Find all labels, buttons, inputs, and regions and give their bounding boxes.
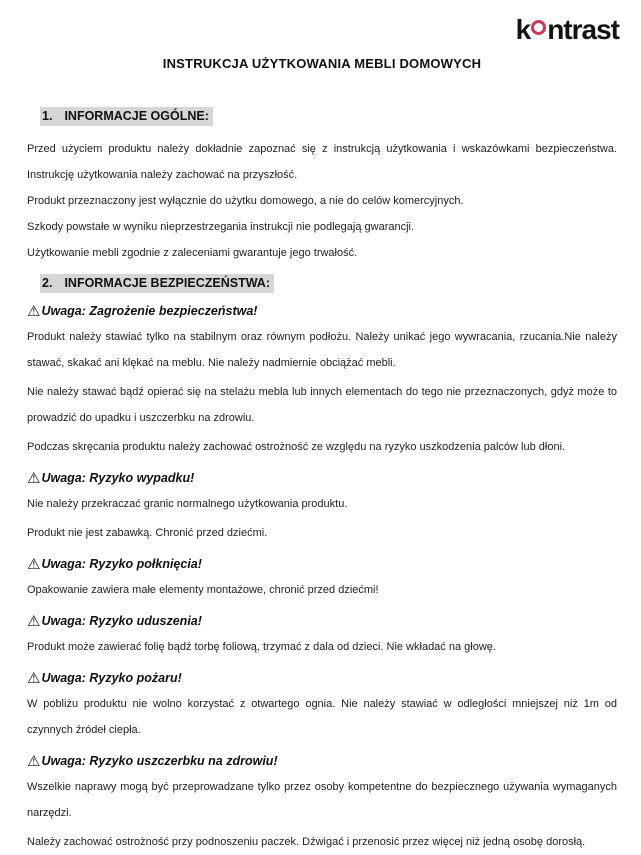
warning-heading-swallowing-risk <box>27 556 617 573</box>
warning-triangle-icon: ⚠ <box>27 613 41 630</box>
warning-triangle-icon: ⚠ <box>27 470 41 487</box>
warning-heading-accident-risk <box>27 470 617 487</box>
paragraph: Wszelkie naprawy mogą być przeprowadzane tylko przez osoby kompetentne do bezpiecznego używania wymaganych narzędzi. <box>27 781 617 819</box>
warning-body <box>27 691 617 743</box>
warning-body <box>27 774 617 855</box>
warning-body <box>27 634 617 660</box>
logo-text-prefix: k <box>515 14 531 45</box>
warning-title: Uwaga: Ryzyko wypadku! <box>41 471 195 485</box>
warning-triangle-icon: ⚠ <box>27 670 41 687</box>
warning-heading-health-injury-risk <box>27 753 617 770</box>
paragraph: Nie należy stawać bądź opierać się na stelażu mebla lub innych elementach do tego nie przeznaczonych, gdyż może to prowadzić do upadku i uszczerbku na zdrowiu. <box>27 386 617 424</box>
paragraph: Produkt nie jest zabawką. Chronić przed dziećmi. <box>27 527 268 539</box>
warning-heading-suffocation-risk <box>27 613 617 630</box>
warning-title: Uwaga: Ryzyko uduszenia! <box>41 614 202 628</box>
section-label: INFORMACJE BEZPIECZEŃSTWA: <box>64 276 270 290</box>
document-title: INSTRUKCJA UŻYTKOWANIA MEBLI DOMOWYCH <box>162 56 482 71</box>
warning-triangle-icon: ⚠ <box>27 303 41 320</box>
paragraph: Produkt należy stawiać tylko na stabilnym oraz równym podłożu. Należy unikać jego wywracania, rzucania.Nie należy stawać, skakać ani klękać na meblu. Nie należy nadmiernie obciążać mebli. <box>27 331 617 369</box>
section-2-heading <box>40 274 617 293</box>
section-number: 1. <box>42 109 53 123</box>
paragraph: Przed użyciem produktu należy dokładnie zapoznać się z instrukcją użytkowania i wskazówkami bezpieczeństwa. Instrukcję użytkowania należy zachować na przyszłość. <box>27 143 617 181</box>
paragraph: Opakowanie zawiera małe elementy montażowe, chronić przed dziećmi! <box>27 584 379 596</box>
logo-text-suffix: ntrast <box>547 14 619 45</box>
section-number: 2. <box>42 276 53 290</box>
warning-body <box>27 324 617 460</box>
warning-title: Uwaga: Ryzyko pożaru! <box>41 671 182 685</box>
paragraph: Podczas skręcania produktu należy zachować ostrożność ze względu na ryzyko uszkodzenia palców lub dłoni. <box>27 441 566 453</box>
brand-logo <box>516 13 619 47</box>
section-2-heading-highlight <box>40 274 274 293</box>
warning-title: Uwaga: Zagrożenie bezpieczeństwa! <box>41 304 258 318</box>
paragraph: W pobliżu produktu nie wolno korzystać z otwartego ognia. Nie należy stawiać w odległości mniejszej niż 1m od czynnych źródeł ciepła. <box>27 698 617 736</box>
warning-body <box>27 577 617 603</box>
warning-triangle-icon: ⚠ <box>27 753 41 770</box>
paragraph: Produkt przeznaczony jest wyłącznie do użytku domowego, a nie do celów komercyjnych. <box>27 195 464 207</box>
paragraph: Użytkowanie mebli zgodnie z zaleceniami gwarantuje jego trwałość. <box>27 247 358 259</box>
paragraph: Produkt może zawierać folię bądź torbę foliową, trzymać z dala od dzieci. Nie wkładać na głowę. <box>27 641 496 653</box>
section-1-heading <box>40 107 617 126</box>
warning-title: Uwaga: Ryzyko uszczerbku na zdrowiu! <box>41 754 278 768</box>
section-label: INFORMACJE OGÓLNE: <box>64 109 209 123</box>
logo-ring-o-icon <box>531 20 546 35</box>
section-1-heading-highlight <box>40 107 213 126</box>
paragraph: Szkody powstałe w wyniku nieprzestrzegania instrukcji nie podlegają gwarancji. <box>27 221 415 233</box>
paragraph: Nie należy przekraczać granic normalnego użytkowania produktu. <box>27 498 348 510</box>
warning-heading-fire-risk <box>27 670 617 687</box>
warning-title: Uwaga: Ryzyko połknięcia! <box>41 557 202 571</box>
warning-heading-safety-hazard <box>27 303 617 320</box>
warning-body <box>27 491 617 546</box>
paragraph: Należy zachować ostrożność przy podnoszeniu paczek. Dźwigać i przenosić przez więcej niż jedną osobę dorosłą. <box>27 836 586 848</box>
warning-triangle-icon: ⚠ <box>27 556 41 573</box>
